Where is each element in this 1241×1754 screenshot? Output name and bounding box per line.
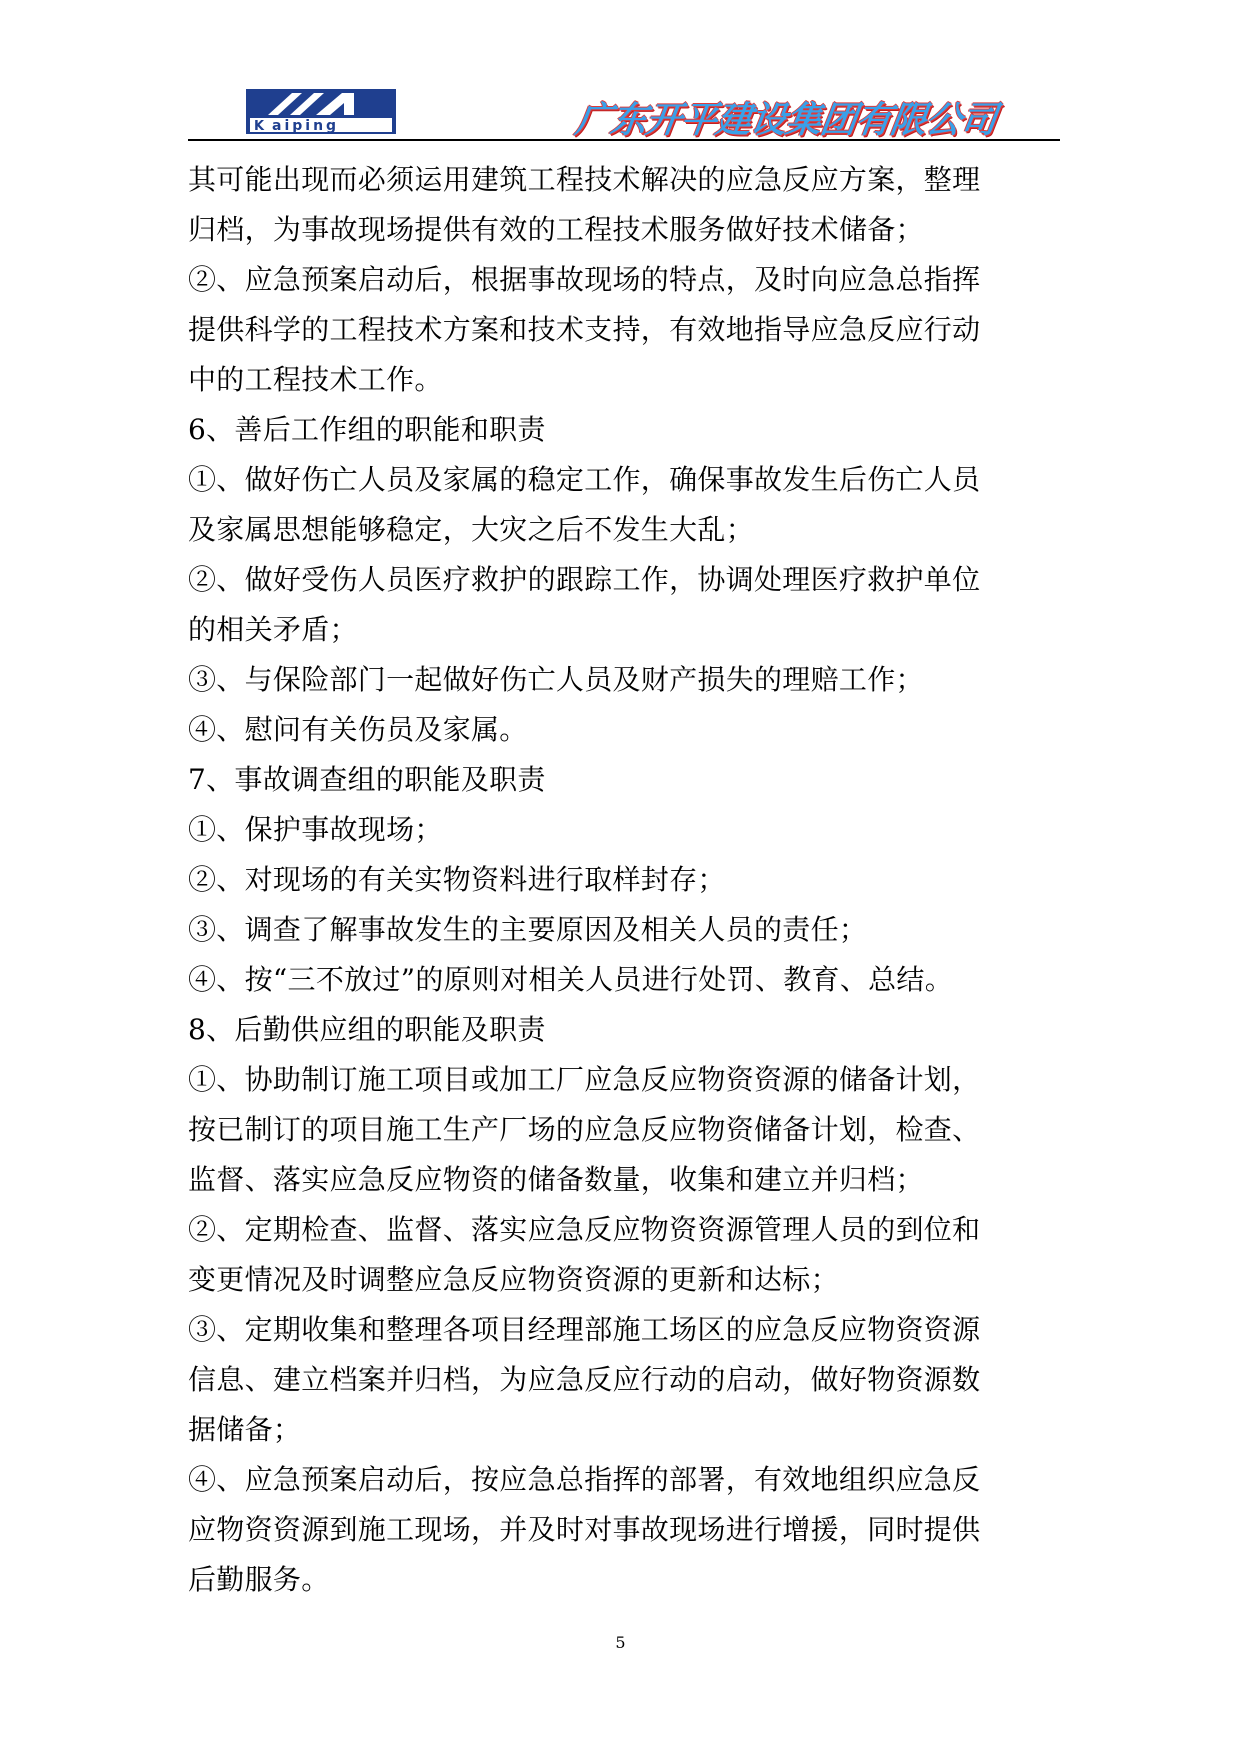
text-line: 6、善后工作组的职能和职责 <box>188 413 546 446</box>
text-line: 按已制订的项目施工生产厂场的应急反应物资储备计划，检查、 <box>188 1113 981 1146</box>
company-name: 广东开平建设集团有限公司 <box>572 100 999 141</box>
text-line: 后勤服务。 <box>188 1563 330 1596</box>
text-line: ②、定期检查、监督、落实应急反应物资资源管理人员的到位和 <box>188 1213 981 1246</box>
text-line: ④、慰问有关伤员及家属。 <box>188 713 528 746</box>
text-line: 归档，为事故现场提供有效的工程技术服务做好技术储备； <box>188 213 924 246</box>
text-line: 中的工程技术工作。 <box>188 363 443 396</box>
text-line: 8、后勤供应组的职能及职责 <box>188 1013 546 1046</box>
text-line: ①、协助制订施工项目或加工厂应急反应物资资源的储备计划， <box>188 1063 981 1096</box>
page-header <box>188 86 1060 141</box>
text-line: ③、调查了解事故发生的主要原因及相关人员的责任； <box>188 913 868 946</box>
kaiping-logo <box>246 89 396 134</box>
text-line: 的相关矛盾； <box>188 613 358 646</box>
text-line: 据储备； <box>188 1413 302 1446</box>
text-line: 应物资资源到施工现场，并及时对事故现场进行增援，同时提供 <box>188 1513 981 1546</box>
text-line: 信息、建立档案并归档，为应急反应行动的启动，做好物资源数 <box>188 1363 981 1396</box>
text-line: 7、事故调查组的职能及职责 <box>188 763 546 796</box>
text-line: 提供科学的工程技术方案和技术支持，有效地指导应急反应行动 <box>188 313 981 346</box>
text-line: 其可能出现而必须运用建筑工程技术解决的应急反应方案，整理 <box>188 163 981 196</box>
page-number: 5 <box>615 1633 626 1652</box>
logo-k-letter: K <box>254 119 265 134</box>
header-divider <box>188 139 1060 141</box>
text-line: ④、应急预案启动后，按应急总指挥的部署，有效地组织应急反 <box>188 1463 981 1496</box>
text-line: ③、与保险部门一起做好伤亡人员及财产损失的理赔工作； <box>188 663 924 696</box>
text-line: 变更情况及时调整应急反应物资资源的更新和达标； <box>188 1263 839 1296</box>
logo-wordmark: aiping <box>272 118 340 134</box>
text-line: ②、应急预案启动后，根据事故现场的特点，及时向应急总指挥 <box>188 263 981 296</box>
text-line: ③、定期收集和整理各项目经理部施工场区的应急反应物资资源 <box>188 1313 981 1346</box>
text-line: ①、做好伤亡人员及家属的稳定工作，确保事故发生后伤亡人员 <box>188 463 981 496</box>
body-text <box>188 155 1068 1605</box>
text-line: ①、保护事故现场； <box>188 813 443 846</box>
text-line: ②、对现场的有关实物资料进行取样封存； <box>188 863 726 896</box>
text-line: ④、按“三不放过”的原则对相关人员进行处罚、教育、总结。 <box>188 963 954 996</box>
text-line: 及家属思想能够稳定，大灾之后不发生大乱； <box>188 513 755 546</box>
text-line: 监督、落实应急反应物资的储备数量，收集和建立并归档； <box>188 1163 924 1196</box>
text-line: ②、做好受伤人员医疗救护的跟踪工作，协调处理医疗救护单位 <box>188 563 981 596</box>
